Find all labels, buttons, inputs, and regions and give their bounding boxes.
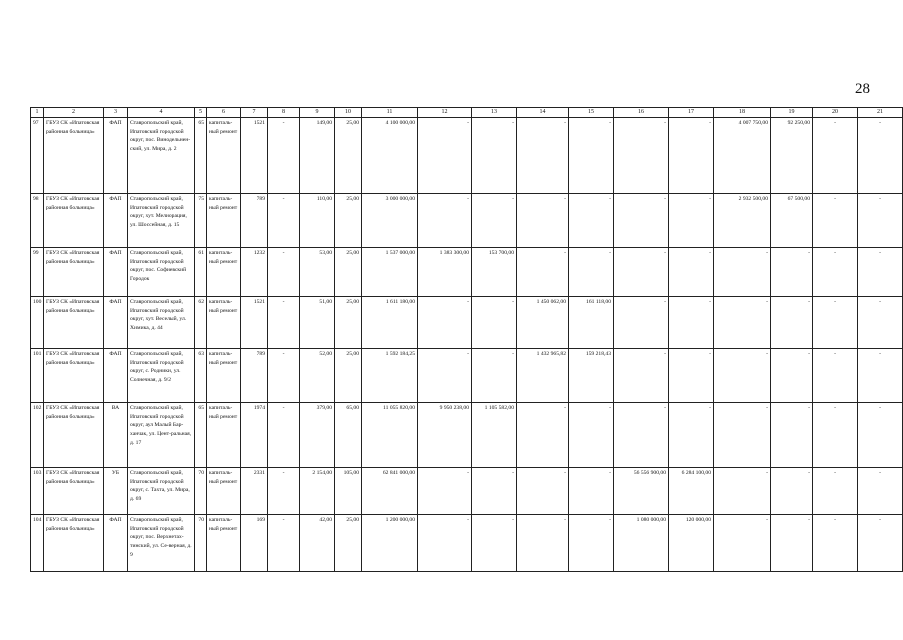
- page-number: 28: [855, 81, 870, 97]
- table-cell: -: [268, 468, 300, 515]
- table-cell: 105,00: [335, 468, 362, 515]
- table-cell: -: [268, 118, 300, 194]
- table-cell: -: [714, 349, 771, 403]
- table-cell: -: [614, 248, 669, 297]
- table-cell: -: [771, 468, 813, 515]
- table-cell: -: [268, 248, 300, 297]
- table-cell: 1 080 000,00: [614, 515, 669, 572]
- table-cell: 153 700,00: [472, 248, 517, 297]
- table-cell: -: [569, 468, 614, 515]
- table-cell: -: [569, 194, 614, 248]
- header-cell: 2: [44, 108, 104, 118]
- table-cell: -: [418, 297, 472, 349]
- table-cell: -: [614, 349, 669, 403]
- table-cell: ФАП: [104, 194, 128, 248]
- table-cell: ГБУЗ СК «Ипатовская районная больница»: [44, 515, 104, 572]
- table-cell: 1974: [241, 403, 268, 468]
- table-row: [31, 194, 903, 248]
- header-cell: 19: [771, 108, 813, 118]
- table-cell: -: [472, 118, 517, 194]
- table-cell: ФАП: [104, 515, 128, 572]
- table-cell: 169: [241, 515, 268, 572]
- table-cell: капиталь-ный ремонт: [207, 297, 241, 349]
- header-cell: 9: [300, 108, 335, 118]
- table-cell: 1521: [241, 118, 268, 194]
- table-cell: -: [813, 349, 858, 403]
- table-cell: 1 105 582,00: [472, 403, 517, 468]
- table-cell: 65,00: [335, 403, 362, 468]
- table-cell: Ставропольский край, Ипатовский городской округ, пос. Винодельнен-ский, ул. Мира, д. 2: [128, 118, 195, 194]
- table-cell: -: [813, 468, 858, 515]
- table-cell: -: [569, 515, 614, 572]
- table-cell: -: [517, 515, 569, 572]
- table-cell: -: [472, 297, 517, 349]
- table-cell: Ставропольский край, Ипатовский городской округ, аул Малый Бар-ханчак, ул. Цент-ральная, д. 17: [128, 403, 195, 468]
- header-cell: 5: [195, 108, 207, 118]
- table-cell: ГБУЗ СК «Ипатовская районная больница»: [44, 468, 104, 515]
- table-cell: УБ: [104, 468, 128, 515]
- table-cell: 98: [31, 194, 44, 248]
- table-cell: -: [268, 349, 300, 403]
- table-cell: 1 432 965,82: [517, 349, 569, 403]
- table-cell: 159 218,43: [569, 349, 614, 403]
- table-cell: -: [813, 297, 858, 349]
- table-cell: -: [569, 118, 614, 194]
- header-cell: 12: [418, 108, 472, 118]
- table-cell: -: [614, 297, 669, 349]
- header-cell: 21: [858, 108, 903, 118]
- header-cell: 3: [104, 108, 128, 118]
- table-cell: -: [813, 118, 858, 194]
- table-cell: -: [714, 297, 771, 349]
- table-cell: -: [569, 403, 614, 468]
- table-cell: ФАП: [104, 349, 128, 403]
- header-cell: 16: [614, 108, 669, 118]
- table-cell: ФАП: [104, 118, 128, 194]
- table-cell: 70: [195, 468, 207, 515]
- table-cell: ГБУЗ СК «Ипатовская районная больница»: [44, 194, 104, 248]
- table-cell: 1 592 184,25: [362, 349, 418, 403]
- table-cell: -: [771, 403, 813, 468]
- table-cell: -: [669, 403, 714, 468]
- table-cell: -: [771, 248, 813, 297]
- table-cell: 2 154,00: [300, 468, 335, 515]
- table-cell: -: [517, 248, 569, 297]
- table-cell: 67 500,00: [771, 194, 813, 248]
- header-cell: 1: [31, 108, 44, 118]
- table-cell: 52,00: [300, 349, 335, 403]
- table-row: [31, 403, 903, 468]
- table-cell: 25,00: [335, 297, 362, 349]
- table-cell: -: [418, 118, 472, 194]
- table-cell: -: [858, 248, 903, 297]
- table-cell: 1 383 300,00: [418, 248, 472, 297]
- table-cell: 42,00: [300, 515, 335, 572]
- table-cell: -: [614, 118, 669, 194]
- header-cell: 4: [128, 108, 195, 118]
- table-cell: -: [714, 248, 771, 297]
- table-cell: -: [813, 194, 858, 248]
- table-cell: -: [418, 194, 472, 248]
- table-cell: -: [418, 515, 472, 572]
- table-cell: -: [418, 349, 472, 403]
- table-cell: Ставропольский край, Ипатовский городской округ, с. Родники, ул. Солнечная, д. 9/2: [128, 349, 195, 403]
- table-cell: -: [858, 194, 903, 248]
- table-row: [31, 515, 903, 572]
- table-cell: -: [517, 468, 569, 515]
- table-cell: 4 007 750,00: [714, 118, 771, 194]
- table-cell: -: [813, 515, 858, 572]
- table-cell: 51,00: [300, 297, 335, 349]
- table-cell: -: [858, 297, 903, 349]
- table-row: [31, 118, 903, 194]
- table-cell: -: [472, 515, 517, 572]
- table-cell: 25,00: [335, 194, 362, 248]
- table-cell: ГБУЗ СК «Ипатовская районная больница»: [44, 349, 104, 403]
- table-row: [31, 297, 903, 349]
- table-cell: -: [771, 515, 813, 572]
- table-cell: капиталь-ный ремонт: [207, 349, 241, 403]
- table-cell: ВА: [104, 403, 128, 468]
- table-cell: 100: [31, 297, 44, 349]
- table-cell: -: [614, 194, 669, 248]
- table-cell: 25,00: [335, 118, 362, 194]
- table-cell: 1 450 062,00: [517, 297, 569, 349]
- table-cell: 3 000 000,00: [362, 194, 418, 248]
- table-cell: капиталь-ный ремонт: [207, 194, 241, 248]
- header-cell: 20: [813, 108, 858, 118]
- table-cell: -: [517, 403, 569, 468]
- table-cell: -: [517, 118, 569, 194]
- table-cell: ГБУЗ СК «Ипатовская районная больница»: [44, 248, 104, 297]
- table-cell: Ставропольский край, Ипатовский городской округ, пос. Софиевский Городок: [128, 248, 195, 297]
- table-cell: 65: [195, 118, 207, 194]
- header-cell: 17: [669, 108, 714, 118]
- table-cell: 1232: [241, 248, 268, 297]
- table-cell: -: [858, 403, 903, 468]
- table-cell: 9 950 238,00: [418, 403, 472, 468]
- table-cell: ГБУЗ СК «Ипатовская районная больница»: [44, 118, 104, 194]
- table-cell: -: [858, 468, 903, 515]
- table-cell: -: [472, 349, 517, 403]
- table-cell: -: [858, 118, 903, 194]
- table-cell: 6 284 100,00: [669, 468, 714, 515]
- table-cell: 75: [195, 194, 207, 248]
- table-cell: ФАП: [104, 248, 128, 297]
- table-cell: -: [771, 349, 813, 403]
- table-cell: -: [472, 468, 517, 515]
- data-table: [30, 107, 903, 572]
- table-cell: 62: [195, 297, 207, 349]
- table-cell: 11 055 820,00: [362, 403, 418, 468]
- table-cell: 53,00: [300, 248, 335, 297]
- table-cell: 62 841 000,00: [362, 468, 418, 515]
- header-cell: 6: [207, 108, 241, 118]
- table-cell: Ставропольский край, Ипатовский городской округ, хут. Веселый, ул. Химика, д. 44: [128, 297, 195, 349]
- table-cell: -: [268, 403, 300, 468]
- table-cell: -: [472, 194, 517, 248]
- table-cell: 1 537 000,00: [362, 248, 418, 297]
- header-cell: 7: [241, 108, 268, 118]
- table-cell: 1 611 180,00: [362, 297, 418, 349]
- table-cell: -: [669, 349, 714, 403]
- table-cell: -: [268, 297, 300, 349]
- table-cell: -: [714, 468, 771, 515]
- table-cell: капиталь-ный ремонт: [207, 248, 241, 297]
- table-cell: -: [569, 248, 614, 297]
- table-cell: Ставропольский край, Ипатовский городской округ, пос. Верхнетах-тинский, ул. Се-верная, д. 9: [128, 515, 195, 572]
- header-cell: 15: [569, 108, 614, 118]
- table-cell: 25,00: [335, 515, 362, 572]
- table-cell: -: [418, 468, 472, 515]
- table-cell: -: [669, 118, 714, 194]
- table-cell: капиталь-ный ремонт: [207, 515, 241, 572]
- header-cell: 14: [517, 108, 569, 118]
- table-row: [31, 248, 903, 297]
- table-cell: Ставропольский край, Ипатовский городской округ, с. Тахта, ул. Мира, д. 69: [128, 468, 195, 515]
- table-cell: 789: [241, 194, 268, 248]
- table-cell: 1 200 000,00: [362, 515, 418, 572]
- table-cell: 120 000,00: [669, 515, 714, 572]
- table-row: [31, 468, 903, 515]
- table-cell: 25,00: [335, 248, 362, 297]
- table-cell: -: [614, 403, 669, 468]
- table-cell: 104: [31, 515, 44, 572]
- header-cell: 13: [472, 108, 517, 118]
- header-cell: 8: [268, 108, 300, 118]
- table-cell: -: [669, 297, 714, 349]
- table-header-row: [31, 108, 903, 118]
- table-cell: 63: [195, 349, 207, 403]
- table-cell: 61: [195, 248, 207, 297]
- table-cell: ФАП: [104, 297, 128, 349]
- table-cell: 110,00: [300, 194, 335, 248]
- table-cell: 149,00: [300, 118, 335, 194]
- table-cell: 99: [31, 248, 44, 297]
- table-cell: -: [669, 194, 714, 248]
- table-cell: -: [517, 194, 569, 248]
- table-cell: -: [669, 248, 714, 297]
- table-cell: 2 932 500,00: [714, 194, 771, 248]
- table-cell: 379,00: [300, 403, 335, 468]
- table-cell: -: [858, 349, 903, 403]
- table-cell: 1521: [241, 297, 268, 349]
- table-cell: 25,00: [335, 349, 362, 403]
- table-cell: 102: [31, 403, 44, 468]
- table-cell: 56 556 900,00: [614, 468, 669, 515]
- table-cell: ГБУЗ СК «Ипатовская районная больница»: [44, 297, 104, 349]
- table-cell: 103: [31, 468, 44, 515]
- table-cell: ГБУЗ СК «Ипатовская районная больница»: [44, 403, 104, 468]
- table-cell: -: [268, 194, 300, 248]
- table-cell: -: [268, 515, 300, 572]
- table-cell: 2331: [241, 468, 268, 515]
- table-cell: 101: [31, 349, 44, 403]
- table-cell: 4 100 000,00: [362, 118, 418, 194]
- header-cell: 18: [714, 108, 771, 118]
- table-cell: капиталь-ный ремонт: [207, 118, 241, 194]
- table-cell: 70: [195, 515, 207, 572]
- table-cell: капиталь-ный ремонт: [207, 403, 241, 468]
- table-cell: 97: [31, 118, 44, 194]
- table-cell: Ставропольский край, Ипатовский городской округ, хут. Мелиорация, ул. Шоссейная, д. 15: [128, 194, 195, 248]
- table-cell: 65: [195, 403, 207, 468]
- table-cell: 789: [241, 349, 268, 403]
- table-cell: -: [714, 515, 771, 572]
- table-cell: -: [813, 248, 858, 297]
- table-cell: -: [858, 515, 903, 572]
- table-cell: -: [771, 297, 813, 349]
- header-cell: 10: [335, 108, 362, 118]
- table-cell: 92 250,00: [771, 118, 813, 194]
- table-row: [31, 349, 903, 403]
- table-cell: -: [714, 403, 771, 468]
- header-cell: 11: [362, 108, 418, 118]
- table-cell: капиталь-ный ремонт: [207, 468, 241, 515]
- table-cell: -: [813, 403, 858, 468]
- table-cell: 161 118,00: [569, 297, 614, 349]
